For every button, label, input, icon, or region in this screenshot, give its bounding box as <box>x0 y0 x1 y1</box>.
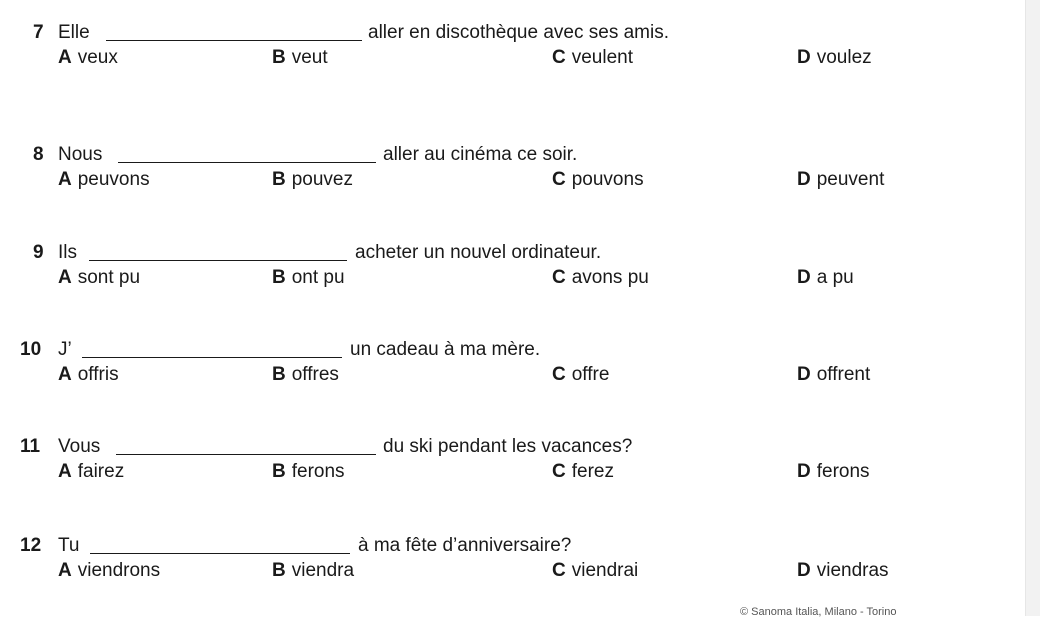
option-b <box>272 560 354 582</box>
option-letter: B <box>272 267 286 288</box>
option-letter: B <box>272 169 286 190</box>
option-letter: C <box>552 364 566 385</box>
question-text: aller au cinéma ce soir. <box>383 144 578 165</box>
question-7 <box>0 22 1026 82</box>
option-letter: D <box>797 267 811 288</box>
answer-blank <box>106 40 362 41</box>
option-b <box>272 364 339 386</box>
option-c <box>552 47 633 69</box>
option-c <box>552 267 649 289</box>
option-text: ferez <box>571 461 614 482</box>
option-letter: D <box>797 47 811 68</box>
option-text: fairez <box>77 461 125 482</box>
option-text: veux <box>77 47 118 68</box>
question-10 <box>0 339 1026 399</box>
option-letter: C <box>552 560 566 581</box>
option-letter: A <box>58 461 72 482</box>
question-12 <box>0 535 1026 595</box>
option-text: viendrai <box>571 560 639 581</box>
question-subject: Elle <box>58 22 90 43</box>
copyright-footer: © Sanoma Italia, Milano - Torino <box>740 606 897 618</box>
option-a <box>58 560 160 582</box>
option-d <box>797 169 884 191</box>
option-text: a pu <box>816 267 854 288</box>
option-text: pouvez <box>291 169 354 190</box>
question-text: à ma fête d’anniversaire? <box>358 535 572 556</box>
option-text: peuvons <box>77 169 150 190</box>
option-b <box>272 169 353 191</box>
option-text: voulez <box>816 47 872 68</box>
option-b <box>272 47 328 69</box>
question-text: aller en discothèque avec ses amis. <box>368 22 669 43</box>
question-number: 11 <box>20 436 41 457</box>
option-text: avons pu <box>571 267 649 288</box>
answer-blank <box>82 357 342 358</box>
option-text: ferons <box>816 461 870 482</box>
option-text: sont pu <box>77 267 141 288</box>
option-b <box>272 461 345 483</box>
option-text: offres <box>291 364 339 385</box>
question-9 <box>0 242 1026 302</box>
option-d <box>797 461 870 483</box>
option-text: offre <box>571 364 610 385</box>
question-text: acheter un nouvel ordinateur. <box>355 242 602 263</box>
option-a <box>58 267 140 289</box>
option-c <box>552 364 609 386</box>
question-subject: J’ <box>58 339 72 360</box>
option-letter: A <box>58 47 72 68</box>
option-letter: A <box>58 267 72 288</box>
question-subject: Nous <box>58 144 103 165</box>
question-subject: Tu <box>58 535 80 556</box>
option-text: offris <box>77 364 119 385</box>
option-text: veut <box>291 47 328 68</box>
option-letter: A <box>58 560 72 581</box>
option-text: ont pu <box>291 267 345 288</box>
option-a <box>58 364 119 386</box>
option-letter: D <box>797 560 811 581</box>
question-number: 8 <box>33 144 44 165</box>
option-letter: A <box>58 169 72 190</box>
option-text: pouvons <box>571 169 644 190</box>
option-c <box>552 169 644 191</box>
option-letter: A <box>58 364 72 385</box>
answer-blank <box>89 260 347 261</box>
question-number: 10 <box>20 339 42 360</box>
option-c <box>552 560 638 582</box>
option-a <box>58 461 124 483</box>
option-letter: B <box>272 560 286 581</box>
option-letter: C <box>552 169 566 190</box>
option-text: peuvent <box>816 169 885 190</box>
option-letter: D <box>797 461 811 482</box>
option-d <box>797 267 854 289</box>
option-d <box>797 47 872 69</box>
option-d <box>797 560 889 582</box>
option-text: viendrons <box>77 560 161 581</box>
question-text: du ski pendant les vacances? <box>383 436 633 457</box>
option-text: ferons <box>291 461 345 482</box>
answer-blank <box>90 553 350 554</box>
option-letter: C <box>552 47 566 68</box>
option-letter: C <box>552 461 566 482</box>
option-text: veulent <box>571 47 634 68</box>
option-letter: B <box>272 461 286 482</box>
question-8 <box>0 144 1026 204</box>
option-b <box>272 267 345 289</box>
option-letter: B <box>272 364 286 385</box>
question-number: 12 <box>20 535 42 556</box>
option-letter: B <box>272 47 286 68</box>
option-a <box>58 47 118 69</box>
answer-blank <box>118 162 376 163</box>
question-subject: Vous <box>58 436 101 457</box>
page-edge <box>1025 0 1040 616</box>
question-number: 7 <box>33 22 44 43</box>
question-subject: Ils <box>58 242 77 263</box>
question-number: 9 <box>33 242 44 263</box>
option-text: viendras <box>816 560 889 581</box>
option-a <box>58 169 150 191</box>
option-letter: D <box>797 364 811 385</box>
option-letter: D <box>797 169 811 190</box>
option-text: offrent <box>816 364 871 385</box>
option-d <box>797 364 870 386</box>
question-11 <box>0 436 1026 496</box>
question-text: un cadeau à ma mère. <box>350 339 541 360</box>
answer-blank <box>116 454 376 455</box>
option-letter: C <box>552 267 566 288</box>
option-c <box>552 461 614 483</box>
option-text: viendra <box>291 560 355 581</box>
